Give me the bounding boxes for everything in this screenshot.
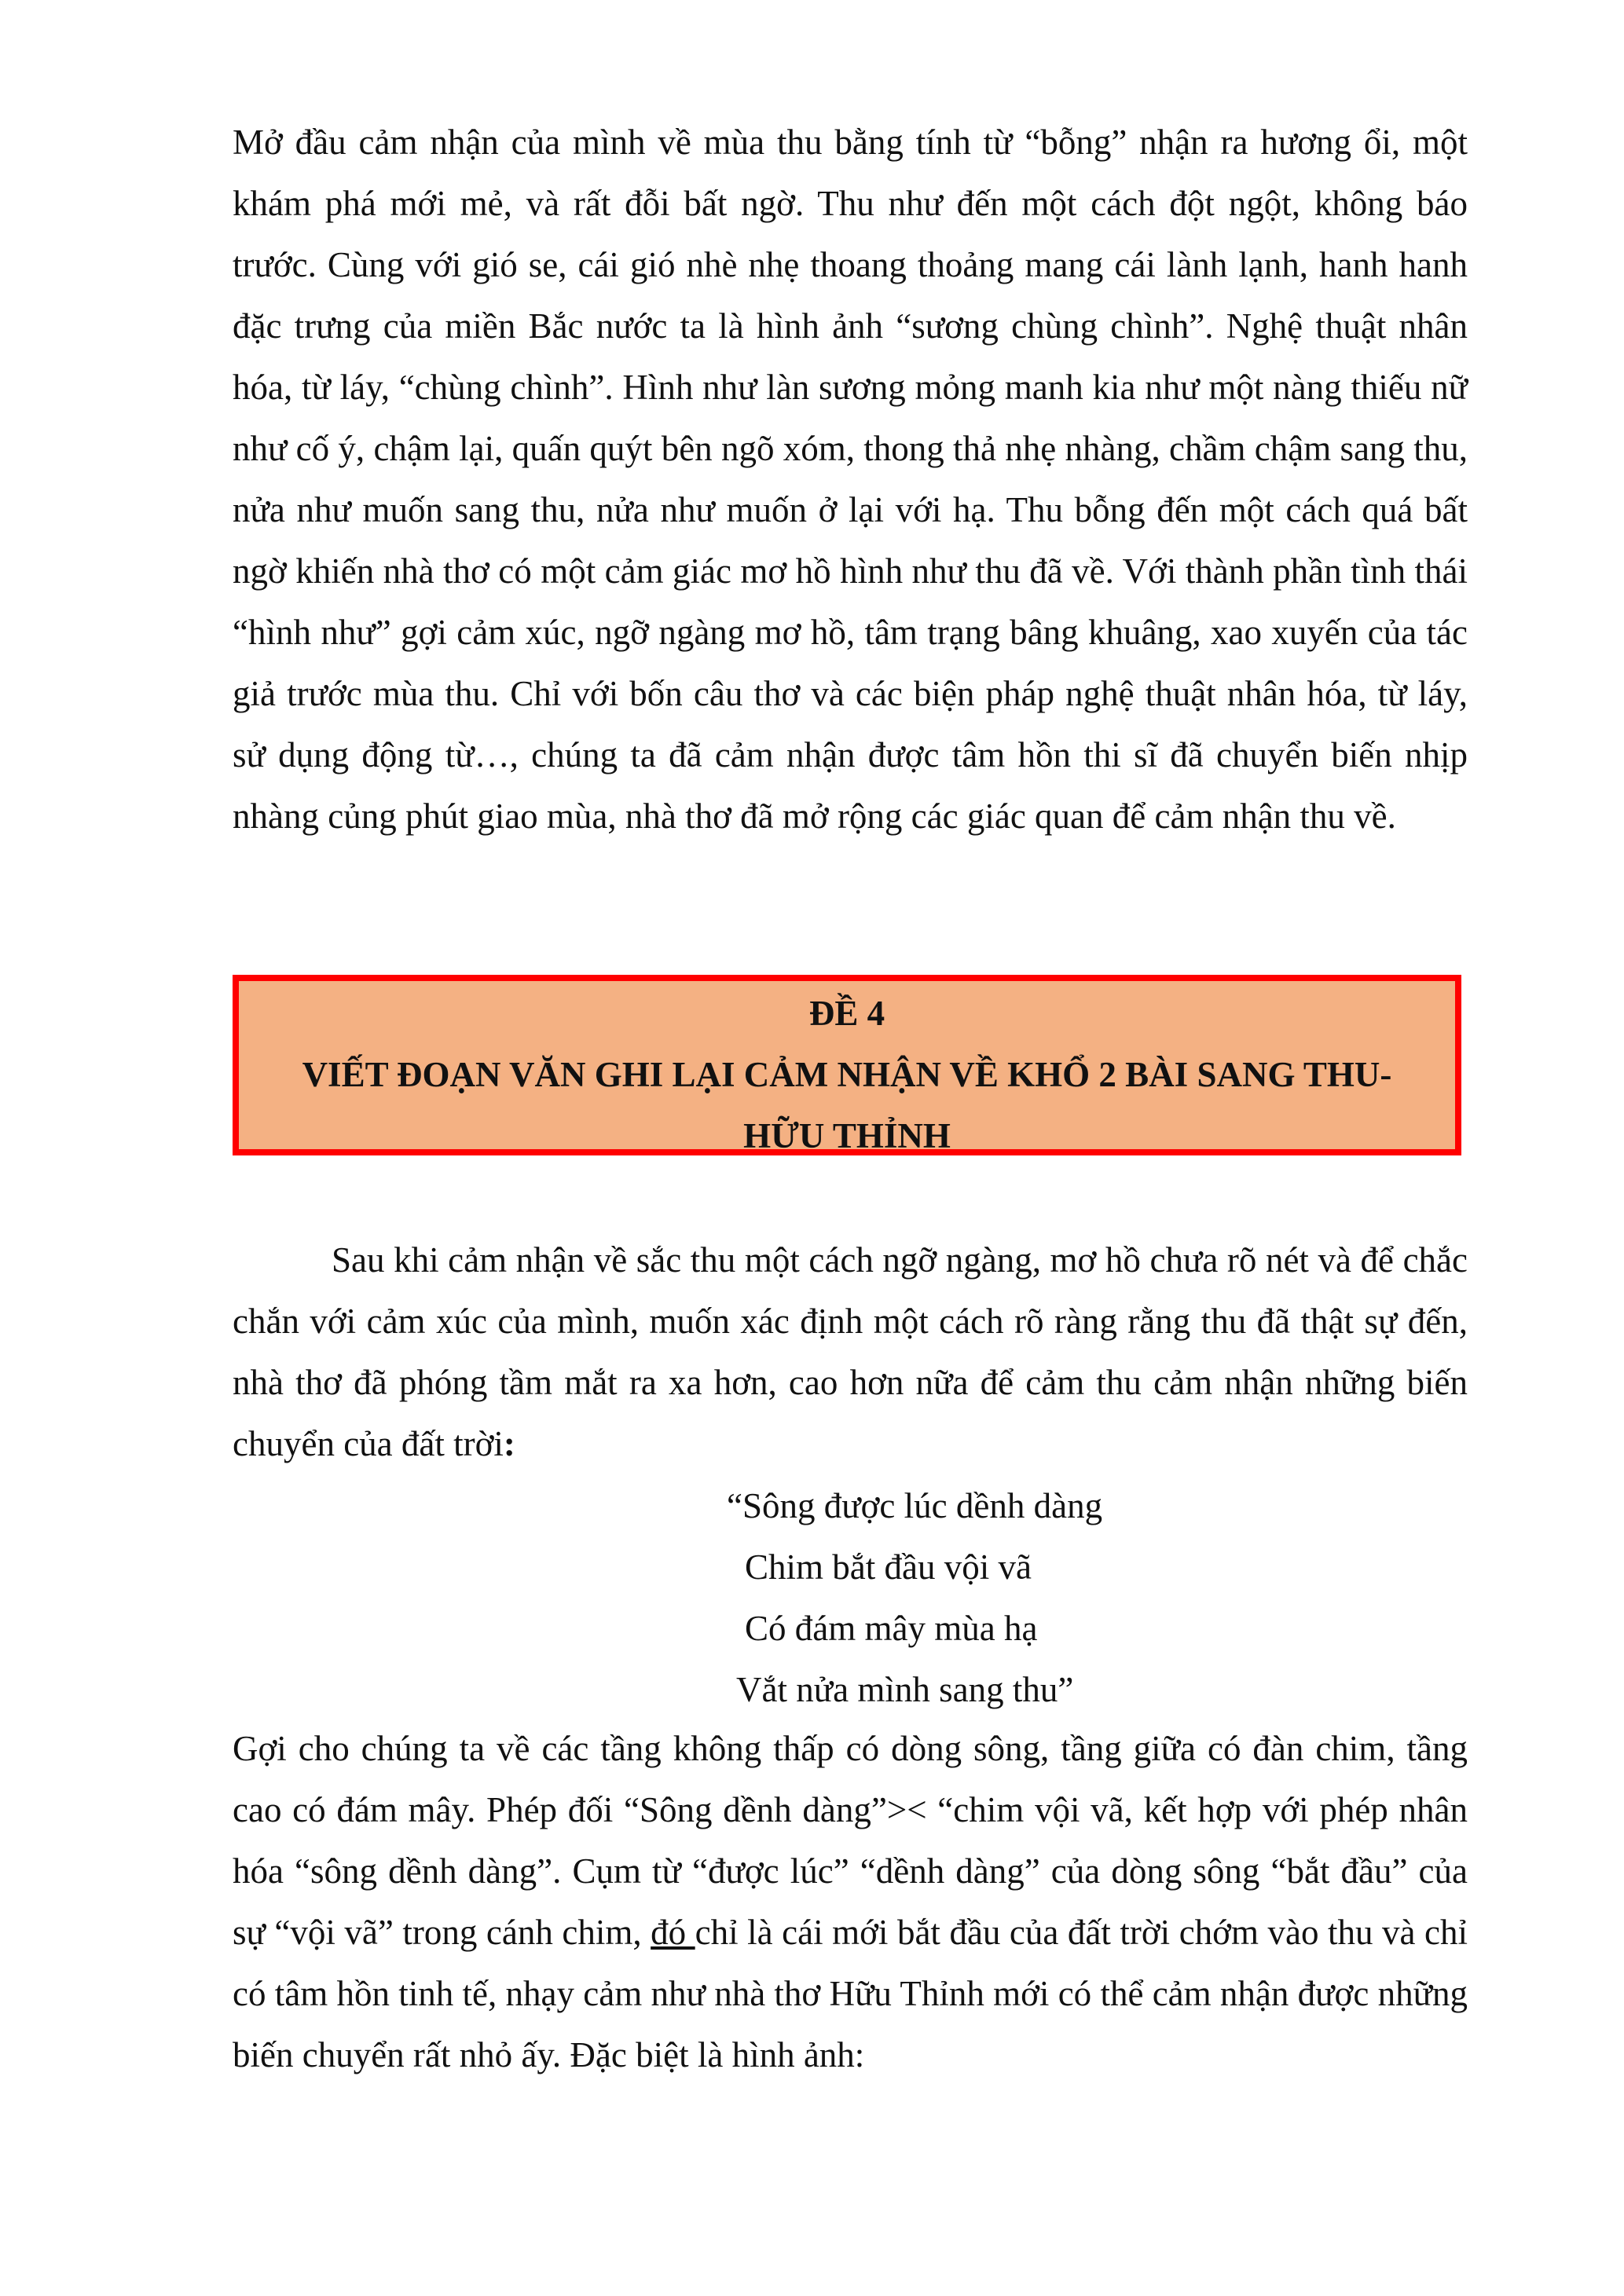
paragraph-2-colon: : (503, 1424, 515, 1463)
heading-subtitle-line-1: VIẾT ĐOẠN VĂN GHI LẠI CẢM NHẬN VỀ KHỔ 2 BÀI SANG THU- (302, 1055, 1392, 1094)
paragraph-1: Mở đầu cảm nhận của mình về mùa thu bằng tính từ “bỗng” nhận ra hương ổi, một khám phá mới mẻ, và rất đỗi bất ngờ. Thu như đến một cách đột ngột, không báo trước. Cùng với gió se, cái gió nhè nhẹ thoang thoảng mang cái lành lạnh, hanh hanh đặc trưng của miền Bắc nước ta là hình ảnh “sương chùng chình”. Nghệ thuật nhân hóa, từ láy, “chùng chình”. Hình như làn sương mỏng manh kia như một nàng thiếu nữ như cố ý, chậm lại, quấn quýt bên ngõ xóm, thong thả nhẹ nhàng, chầm chậm sang thu, nửa như muốn sang thu, nửa như muốn ở lại với hạ. Thu bỗng đến một cách quá bất ngờ khiến nhà thơ có một cảm giác mơ hồ hình như thu đã về. Với thành phần tình thái “hình như” gợi cảm xúc, ngỡ ngàng mơ hồ, tâm trạng bâng khuâng, xao xuyến của tác giả trước mùa thu. Chỉ với bốn câu thơ và các biện pháp nghệ thuật nhân hóa, từ láy, sử dụng động từ…, chúng ta đã cảm nhận được tâm hồn thi sĩ đã chuyển biến nhịp nhàng củng phút giao mùa, nhà thơ đã mở rộng các giác quan để cảm nhận thu về. (233, 123, 1468, 836)
poem-line-3: Có đám mây mùa hạ (745, 1609, 1038, 1648)
heading-box (233, 975, 1461, 1155)
heading-subtitle-line-2: HỮU THỈNH (743, 1116, 951, 1155)
heading-title: ĐỀ 4 (808, 994, 885, 1033)
poem-line-1: “Sông được lúc dềnh dàng (727, 1486, 1103, 1525)
poem-line-2: Chim bắt đầu vội vã (745, 1547, 1032, 1587)
poem-line-4: Vắt nửa mình sang thu” (736, 1670, 1074, 1709)
paragraph-2 (233, 1229, 1468, 1474)
paragraph-2-text: Sau khi cảm nhận về sắc thu một cách ngỡ ngàng, mơ hồ chưa rõ nét và để chắc chắn với cảm xúc của mình, muốn xác định một cách rõ ràng rằng thu đã thật sự đến, nhà thơ đã phóng tầm mắt ra xa hơn, cao hơn nữa để cảm thu cảm nhận những biến chuyển của đất trời (233, 1240, 1468, 1463)
paragraph-3-text-b: chỉ là cái mới bắt đầu của đất trời chớm vào thu và chỉ có tâm hồn tinh tế, nhạy cảm như nhà thơ Hữu Thỉnh mới có thể cảm nhận được những biến chuyển rất nhỏ ấy. Đặc biệt là hình ảnh: (233, 1913, 1468, 2074)
paragraph-3-underlined-word: đó (651, 1913, 695, 1952)
paragraph-3 (233, 1718, 1468, 2085)
paragraph-3-text-a: Gợi cho chúng ta về các tầng không thấp có dòng sông, tầng giữa có đàn chim, tầng cao có đám mây. Phép đối “Sông dềnh dàng”>< “chim vội vã, kết hợp với phép nhân hóa “sông dềnh dàng”. Cụm từ “được lúc” “dềnh dàng” của dòng sông “bắt đầu” của sự “vội vã” trong cánh chim, (233, 1729, 1468, 1952)
